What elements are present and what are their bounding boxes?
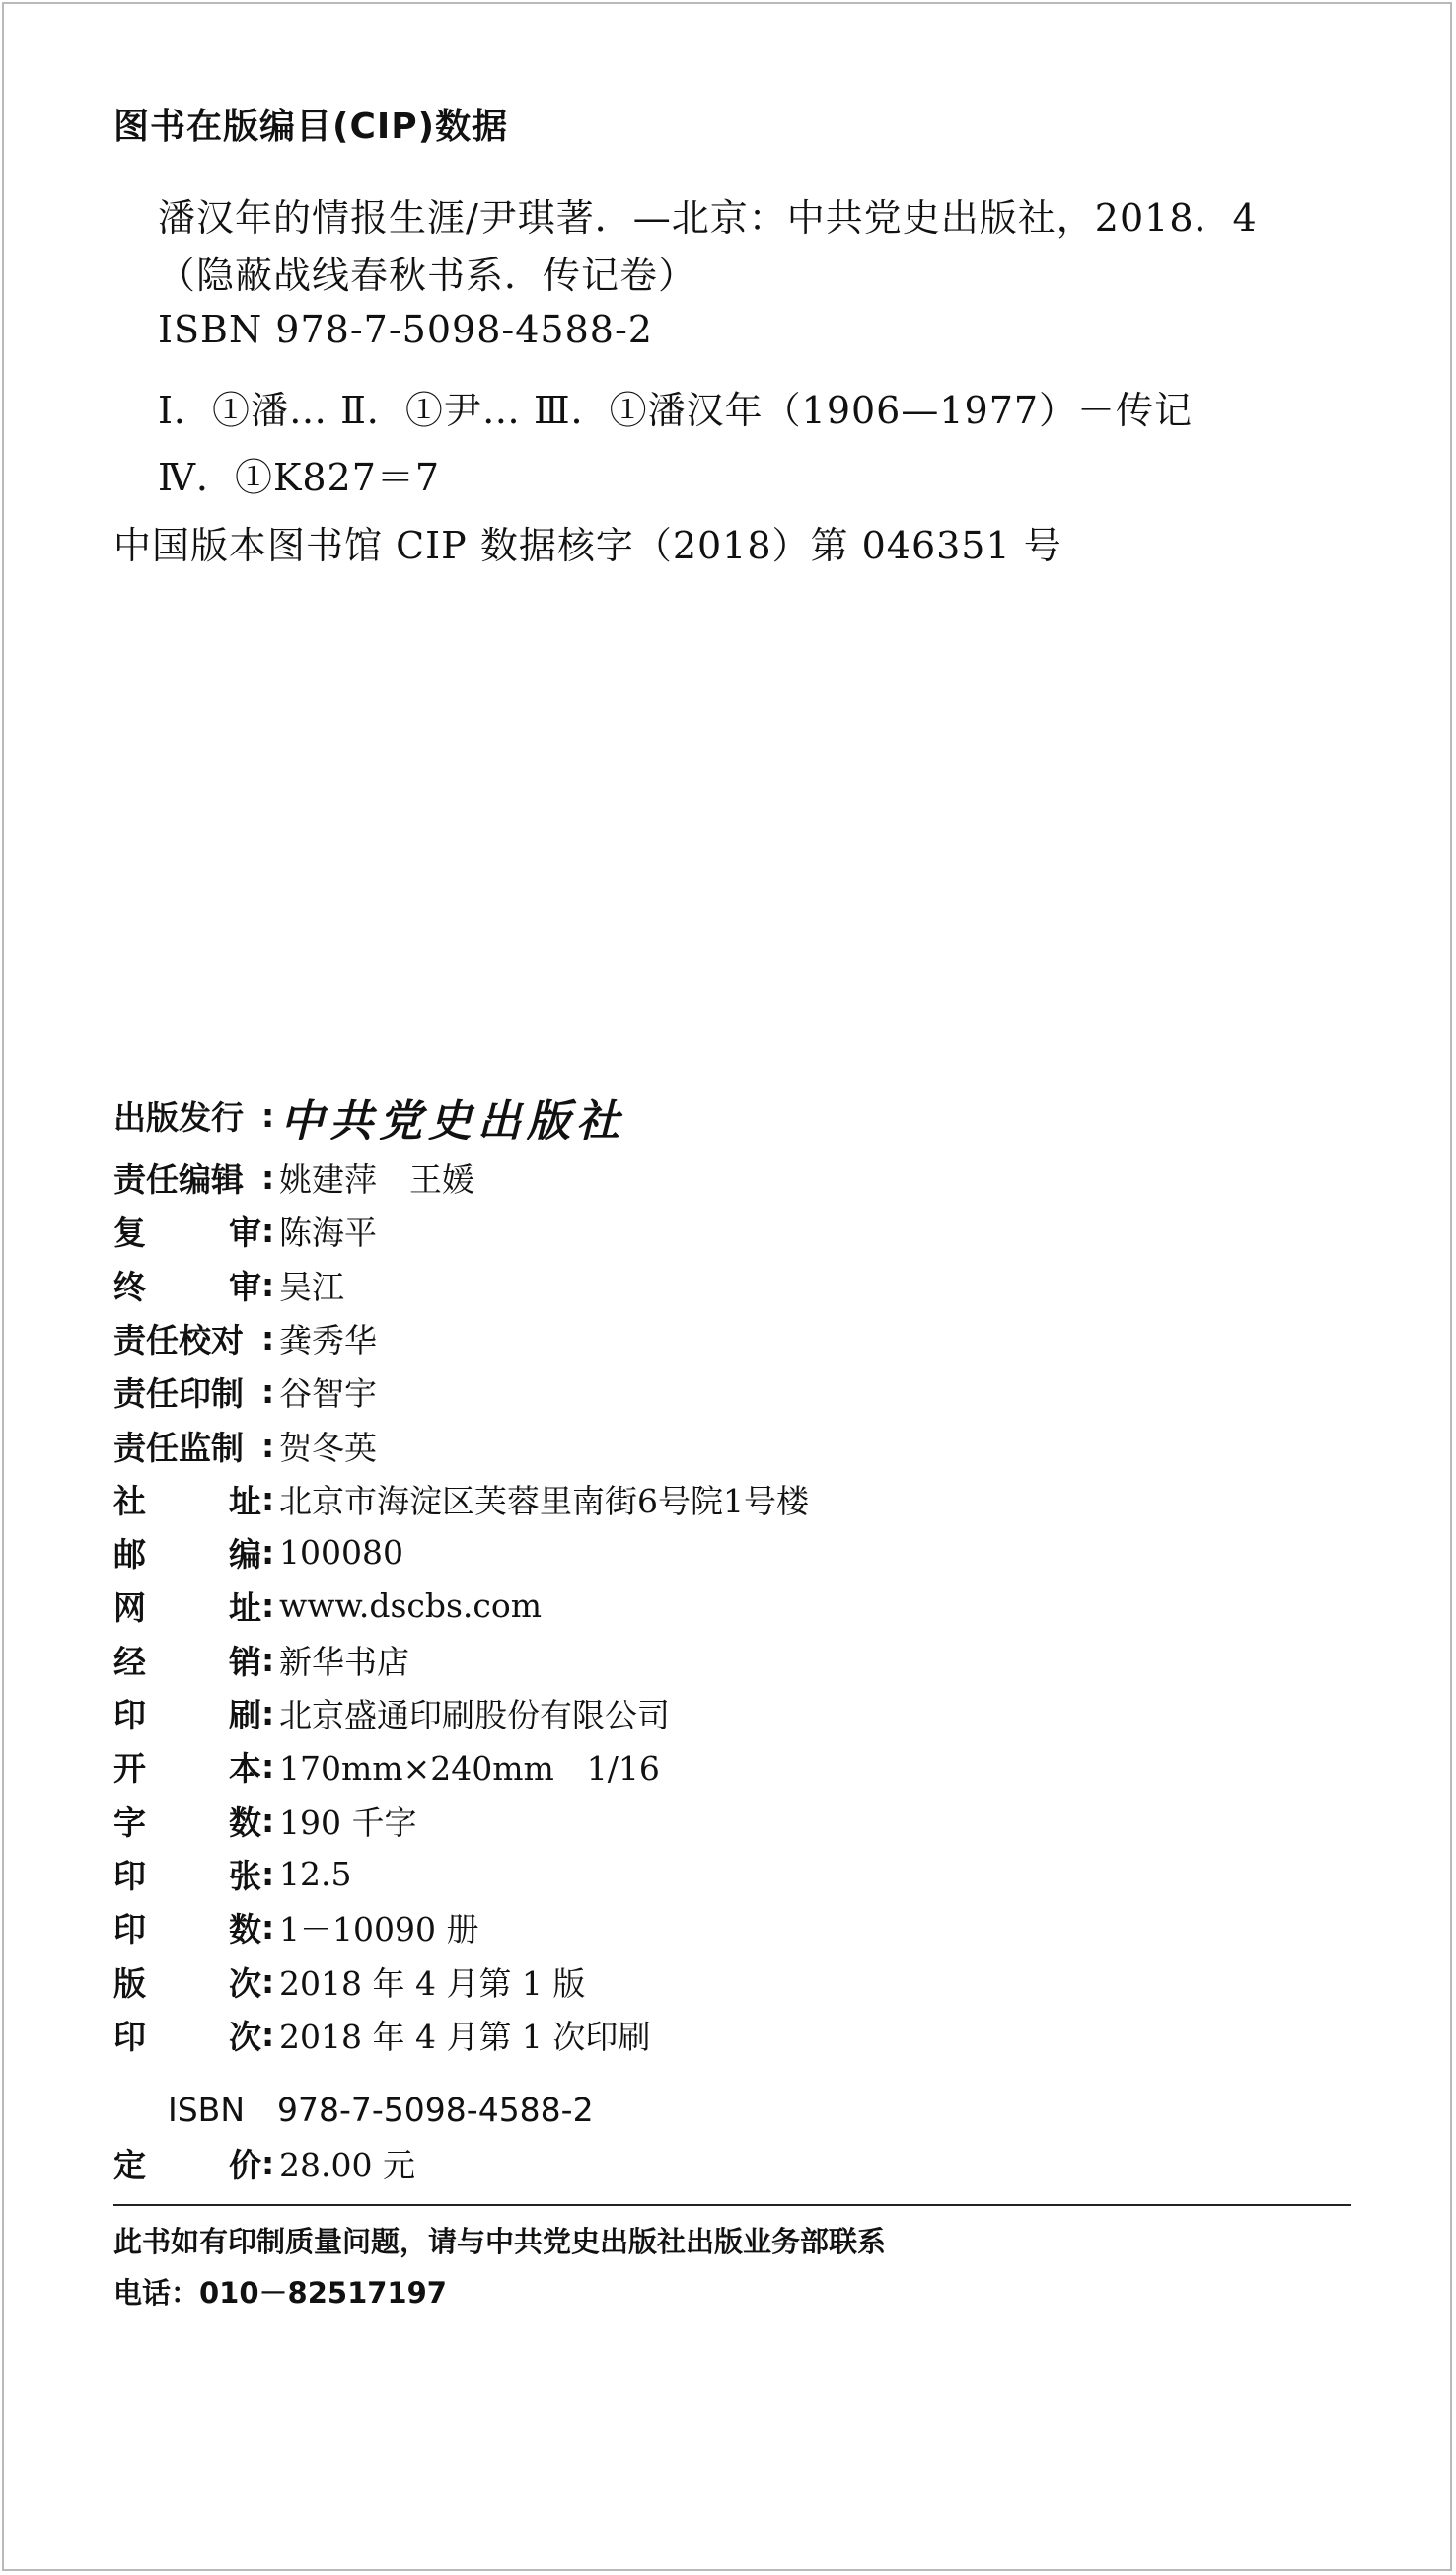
imprint-value: 陈海平 — [279, 1213, 377, 1252]
colon: : — [261, 1532, 275, 1572]
imprint-label-second: 数 — [229, 1802, 261, 1842]
imprint-label — [113, 1582, 261, 1629]
imprint-label-first: 邮 — [113, 1534, 146, 1574]
imprint-label-second: 数 — [229, 1909, 261, 1949]
imprint-label-first: 字 — [113, 1802, 146, 1842]
colon: : — [261, 1318, 275, 1358]
imprint-value: 1－10090 册 — [279, 1909, 479, 1949]
imprint-label-first: 网 — [113, 1587, 146, 1627]
imprint-label — [113, 1743, 261, 1790]
imprint-row — [113, 1318, 377, 1358]
imprint-label — [113, 1529, 261, 1576]
imprint-label-text: 责任编辑 — [113, 1159, 244, 1199]
imprint-value: 姚建萍 王媛 — [279, 1159, 474, 1199]
imprint-label-first: 社 — [113, 1481, 146, 1520]
colon: : — [261, 1961, 275, 2001]
imprint-row — [113, 1640, 409, 1679]
price-value: 28.00 元 — [279, 2145, 415, 2184]
imprint-row — [113, 1532, 403, 1572]
imprint-label — [113, 1904, 261, 1950]
imprint-value: 2018 年 4 月第 1 版 — [279, 1963, 586, 2003]
imprint-label-second: 次 — [229, 1963, 261, 2003]
imprint-label-text: 责任印制 — [113, 1373, 244, 1413]
colon: : — [261, 1854, 275, 1893]
colon: : — [261, 1585, 275, 1625]
colon: : — [261, 1426, 275, 1465]
price-label-a: 定 — [113, 2145, 146, 2184]
imprint-value: 2018 年 4 月第 1 次印刷 — [279, 2017, 651, 2056]
imprint-label — [113, 1637, 261, 1683]
imprint-label-second: 次 — [229, 2017, 261, 2056]
imprint-value: 谷智宇 — [279, 1373, 377, 1413]
quality-notice: 此书如有印制质量问题，请与中共党史出版社出版业务部联系 — [113, 2225, 887, 2258]
colon: : — [261, 1801, 275, 1840]
imprint-label-second: 编 — [229, 1534, 261, 1574]
imprint-value: 新华书店 — [279, 1642, 409, 1681]
imprint-label — [113, 1262, 261, 1308]
imprint-label-first: 印 — [113, 1856, 146, 1895]
price-label — [113, 2140, 261, 2186]
cip-classification-1: Ⅰ．①潘… Ⅱ．①尹… Ⅲ．①潘汉年（1906—1977）－传记 — [158, 389, 1194, 432]
imprint-label — [113, 1958, 261, 2005]
cip-approval-number: 中国版本图书馆 CIP 数据核字（2018）第 046351 号 — [113, 524, 1062, 567]
imprint-label — [113, 1798, 261, 1844]
divider-rule — [113, 2204, 1351, 2206]
imprint-value: 北京市海淀区芙蓉里南街6号院1号楼 — [279, 1481, 809, 1520]
imprint-label-second: 址 — [229, 1481, 261, 1520]
colon: : — [261, 1265, 275, 1304]
imprint-label-second: 址 — [229, 1587, 261, 1627]
imprint-label-first: 终 — [113, 1267, 146, 1306]
imprint-row — [113, 1907, 478, 1947]
imprint-value: www.dscbs.com — [279, 1585, 543, 1625]
imprint-label — [113, 1851, 261, 1897]
imprint-row — [113, 1854, 351, 1893]
imprint-label-second: 销 — [229, 1642, 261, 1681]
imprint-row — [113, 1157, 474, 1197]
imprint-value: 贺冬英 — [279, 1428, 377, 1467]
imprint-row — [113, 1479, 809, 1518]
imprint-label — [113, 2012, 261, 2058]
imprint-row — [113, 1371, 377, 1411]
cip-series-line: （隐蔽战线春秋书系．传记卷） — [158, 254, 697, 297]
imprint-label-first: 开 — [113, 1748, 146, 1788]
imprint-value: 100080 — [279, 1532, 403, 1572]
imprint-row — [113, 1746, 660, 1786]
colon: : — [261, 1907, 275, 1947]
colon: : — [261, 2015, 275, 2054]
imprint-label-text: 责任校对 — [113, 1320, 244, 1360]
imprint-row — [113, 1961, 585, 2001]
price-label-b: 价 — [229, 2145, 261, 2184]
imprint-label — [113, 1315, 261, 1361]
imprint-row — [113, 1265, 344, 1304]
imprint-row-publisher — [113, 1095, 279, 1135]
colon: : — [261, 1746, 275, 1786]
imprint-label-second: 刷 — [229, 1695, 261, 1734]
imprint-value: 170mm×240mm 1/16 — [279, 1748, 660, 1788]
imprint-label-first: 印 — [113, 1695, 146, 1734]
imprint-value: 北京盛通印刷股份有限公司 — [279, 1695, 670, 1734]
imprint-label-first: 印 — [113, 2017, 146, 2056]
imprint-label — [113, 1423, 261, 1469]
imprint-row — [113, 1801, 416, 1840]
imprint-row — [113, 1693, 670, 1732]
cip-bibliographic-line: 潘汉年的情报生涯/尹琪著．—北京：中共党史出版社，2018．4 — [158, 196, 1258, 240]
colon: : — [261, 1157, 275, 1197]
imprint-row — [113, 2015, 650, 2054]
imprint-label-second: 本 — [229, 1748, 261, 1788]
cip-isbn: ISBN 978-7-5098-4588-2 — [158, 308, 653, 351]
imprint-label-first: 复 — [113, 1213, 146, 1252]
imprint-label-first: 版 — [113, 1963, 146, 2003]
imprint-row — [113, 1211, 377, 1250]
imprint-label — [113, 1476, 261, 1522]
imprint-label-first: 印 — [113, 1909, 146, 1949]
cip-classification-2: Ⅳ．①K827＝7 — [158, 456, 441, 499]
imprint-label — [113, 1208, 261, 1254]
imprint-value: 龚秀华 — [279, 1320, 377, 1360]
publisher-logo: 中共党史出版社 — [280, 1096, 625, 1146]
imprint-value: 吴江 — [279, 1267, 344, 1306]
imprint-label-text: 责任监制 — [113, 1428, 244, 1467]
imprint-label-second: 张 — [229, 1856, 261, 1895]
imprint-value: 190 千字 — [279, 1802, 417, 1842]
imprint-isbn: ISBN 978-7-5098-4588-2 — [168, 2091, 594, 2129]
colon: : — [261, 1371, 275, 1411]
imprint-label — [113, 1690, 261, 1736]
imprint-label-second: 审 — [229, 1213, 261, 1252]
contact-phone: 电话：010－82517197 — [113, 2276, 447, 2310]
colon: : — [261, 1211, 275, 1250]
colon: : — [261, 1095, 275, 1135]
publisher-label: 出版发行 — [113, 1097, 244, 1137]
imprint-row-price — [113, 2143, 415, 2182]
colon: : — [261, 2143, 275, 2182]
imprint-label — [113, 1154, 261, 1201]
colon: : — [261, 1640, 275, 1679]
imprint-value: 12.5 — [279, 1854, 352, 1893]
imprint-label — [113, 1368, 261, 1415]
colon: : — [261, 1693, 275, 1732]
colon: : — [261, 1479, 275, 1518]
imprint-row — [113, 1426, 377, 1465]
imprint-row — [113, 1585, 542, 1625]
cip-title: 图书在版编目(CIP)数据 — [113, 107, 509, 147]
imprint-label-second: 审 — [229, 1267, 261, 1306]
imprint-label-first: 经 — [113, 1642, 146, 1681]
